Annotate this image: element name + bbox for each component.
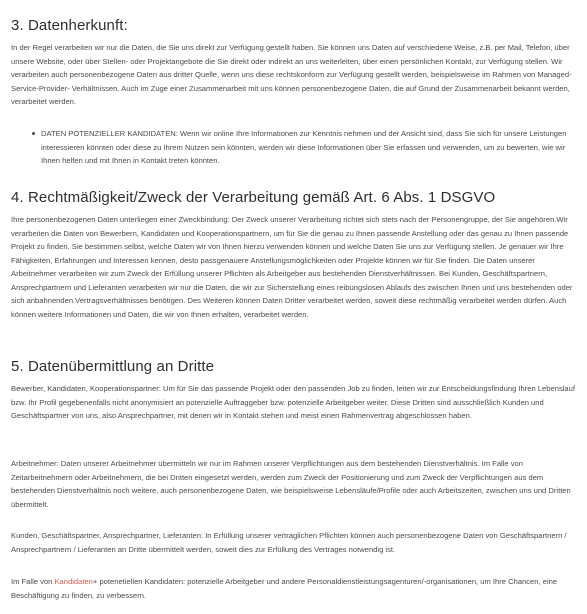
list-item bbox=[41, 127, 577, 168]
paragraph-kunden: Kunden, Geschäftspartner, Ansprechpartner, Lieferanten: In Erfüllung unserer vertraglichen Pflichten können auch personenbezogene Daten von Geschäftspartnern / Ansprechpartnern / Lieferanten an Dritte übermittelt werden, soweit dies zur Erfüllung des Vertrages notwendig ist. bbox=[11, 531, 567, 554]
section-paragraph-datenherkunft: In der Regel verarbeiten wir nur die Daten, die Sie uns direkt zur Verfügung gestellt haben. Sie können uns Daten auf verschiedene Weise, z.B. per Mail, Telefon, über unsere Website, oder über Stellen- oder Projektangebote die Sie direkt oder indirekt an uns weiterleiten, über einen persönlichen Kontakt, zur Verfügung stellen. Wir verarbeiten auch personenbezogene Daten aus dritter Quelle, wenn uns diese rechtskonform zur Verfügung gestellt werden, beispielsweise im Rahmen von Managed-Service-Provider- Verhältnissen. Auch im Zuge einer Zusammenarbeit mit uns können personenbezogene Daten, die auf Grund der Zusammenarbeit bekannt werden, verarbeitet werden. bbox=[11, 43, 572, 106]
bullet-dot-icon bbox=[32, 132, 35, 135]
paragraph-kandidaten-suffix: + potenetiellen Kandidaten: potenzielle Arbeitgeber und andere Personaldienstleistungsagenturen/-organisationen, um Ihre Chancen, eine Beschäftigung zu finden, zu verbessern. bbox=[11, 577, 558, 600]
paragraph-arbeitnehmer: Arbeitnehmer: Daten unserer Arbeitnehmer übermitteln wir nur im Rahmen unserer Verpflichtungen aus dem bestehenden Dienstverhältnis. Im Falle von Zeitarbeitnehmern oder Arbeitnehmern, die bei Dritten eingesetzt werden, werden zum Zweck der Positionierung und zum Zweck der Verpflichtungen aus dem bestehenden Dienstverhältnis noch weitere, auch personenbezogene Daten, wie beispielsweise Lebensläufe/Profile oder auch Arbeitszeiten, zwischen uns und Dritten übermittelt. bbox=[11, 459, 571, 509]
paragraph-bewerber: Bewerber, Kandidaten, Kooperationspartner: Um für Sie das passende Projekt oder den passenden Job zu finden, leiten wir zur Entscheidungsfindung Ihren Lebenslauf bzw. Ihr Profil gegebenenfalls nicht anonymisiert an potenzielle Auftraggeber bzw. potenzielle Arbeitgeber weiter. Diese Dritten sind ausschließlich Kunden und Geschäftspartner von uns, also Ansprechpartner, mit denen wir in Kontakt stehen und meist einen Rahmenvertrag abgeschlossen haben. bbox=[11, 384, 575, 420]
list-item-text: DATEN POTENZIELLER KANDIDATEN: Wenn wir online Ihre Informationen zur Kenntnis nehmen und der Ansicht sind, dass Sie sich für unsere Leistungen interessieren könnten oder diese zu Ihrem Nutzen sein könnten, werden wir diese Informationen über Sie erfassen und verwenden, um zu bewerten, wie wir Ihnen helfen und mit Ihnen in Kontakt treten könnten. bbox=[41, 129, 567, 165]
kandidaten-link[interactable]: Kandidaten bbox=[54, 577, 93, 586]
section-heading-datenuebermittlung: 5. Datenübermittlung an Dritte bbox=[11, 358, 215, 375]
section-paragraph-rechtmaessigkeit: Ihre personenbezogenen Daten unterliegen einer Zweckbindung: Der Zweck unserer Verarbeitung richtet sich stets nach der Personengruppe, der Sie angehören.Wir verarbeiten die Daten von Bewerbern, Kandidaten und Kooperationspartnern, um für Sie die genau zu Ihnen passende Anstellung oder das genau zu Ihnen passende Projekt zu finden. Sie bestimmen selbst, welche Daten wir von Ihnen hierzu verwenden können und welche Daten Sie uns zur Verfügung stellen. Je genauer wir Ihre Fähigkeiten, Erfahrungen und Interessen kennen, desto passgenauere Anstellungsmöglichkeiten oder Projekte können wir für Sie finden. Die Daten unserer Arbeitnehmer verarbeiten wir zum Zweck der Erfüllung unserer Pflichten als Arbeitgeber aus bestehenden Dienstverhältnissen. Bei Kunden, Geschäftspartnern, Ansprechpartnern und Lieferanten verarbeiten wir nur die Daten, die wir zur Sicherstellung eines reibungslosen Ablaufs des zwischen Ihnen und uns bestehenden oder sich anbahnenden Vertragsverhältnisses benötigen. Des Weiteren können Daten Dritter verarbeitet werden, soweit diese rechtmäßig verarbeitet werden dürfen. Auch können weitere Informationen und Daten, die wir von Ihnen erhalten, verarbeitet werden. bbox=[11, 215, 573, 319]
bullet-list-datenherkunft bbox=[11, 127, 577, 168]
section-heading-datenherkunft: 3. Datenherkunft: bbox=[11, 17, 128, 34]
paragraph-kandidaten-prefix: Im Falle von bbox=[11, 577, 55, 586]
paragraph-kandidaten bbox=[11, 575, 577, 602]
section-heading-rechtmaessigkeit: 4. Rechtmäßigkeit/Zweck der Verarbeitung gemäß Art. 6 Abs. 1 DSGVO bbox=[11, 189, 496, 206]
